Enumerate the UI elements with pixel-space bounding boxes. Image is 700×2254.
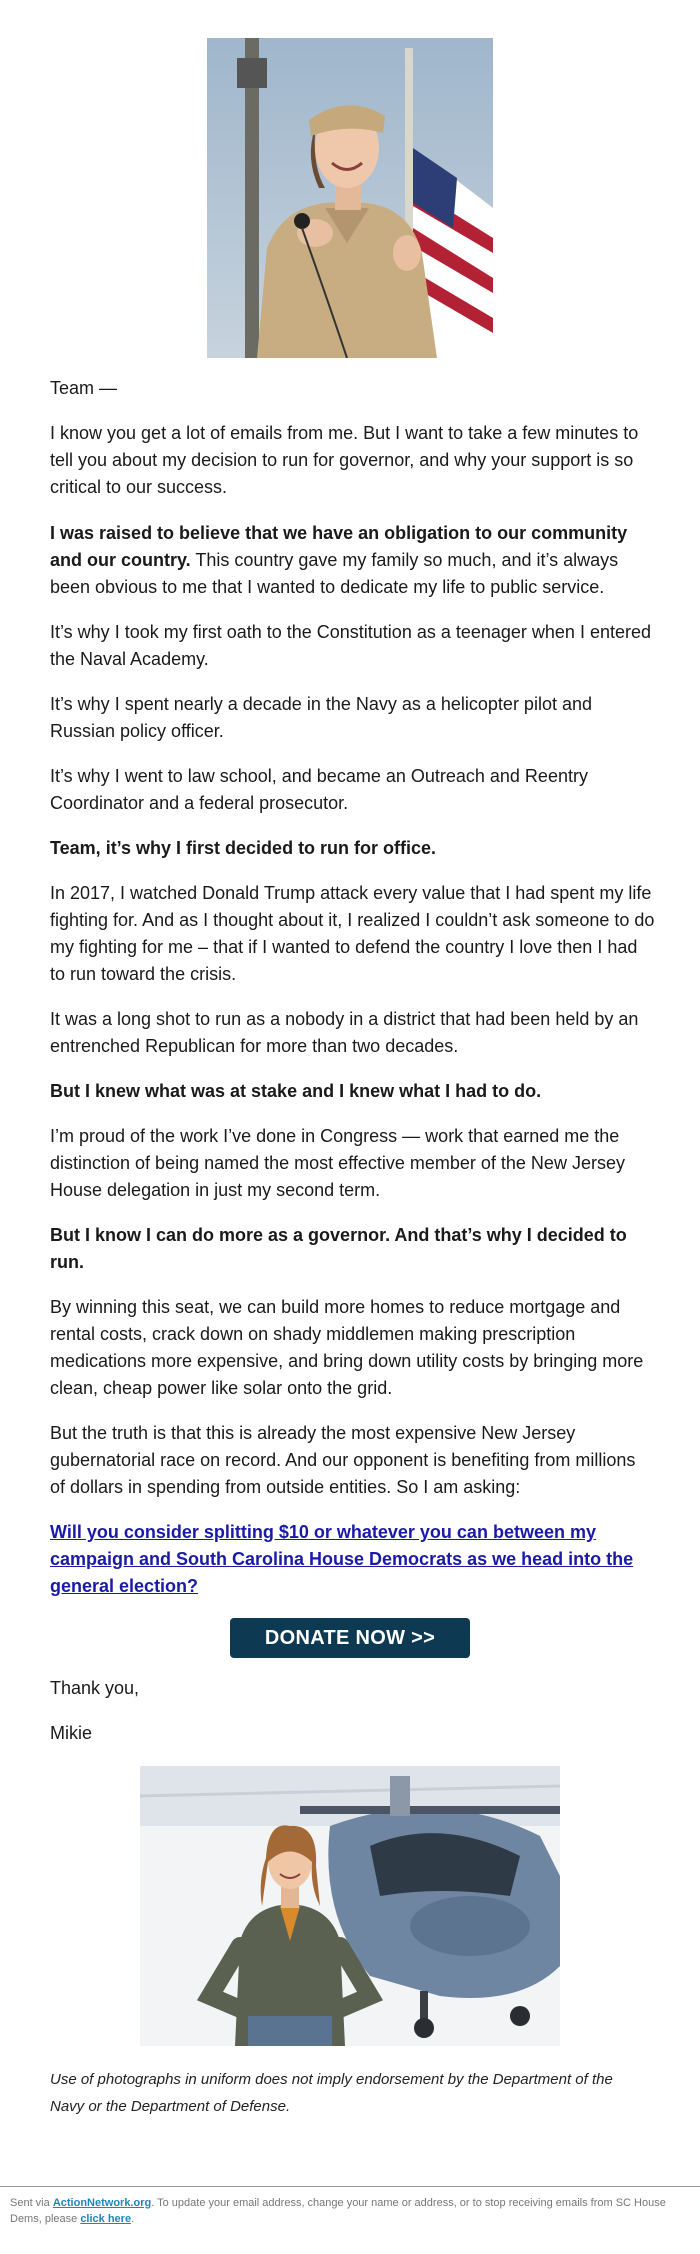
cta-paragraph xyxy=(50,1519,655,1600)
footer-text xyxy=(10,2195,680,2227)
footer-end: . xyxy=(131,2213,135,2225)
signoff: Thank you, xyxy=(50,1678,140,1698)
unsubscribe-link[interactable]: click here xyxy=(80,2213,132,2225)
donate-now-button[interactable]: DONATE NOW >> xyxy=(230,1618,470,1658)
uniform-disclaimer: Use of photographs in uniform does not imply endorsement by the Department of the Navy or the Department of Defense. xyxy=(50,2071,613,2115)
paragraph-winning: By winning this seat, we can build more homes to reduce mortgage and rental costs, crack down on shady middlemen making prescription medications more expensive, and bring down utility costs by bringing more clean, cheap power like solar onto the grid. xyxy=(50,1297,644,1398)
action-network-link[interactable]: ActionNetwork.org xyxy=(52,2197,152,2209)
footer-sent-via: Sent via xyxy=(10,2197,53,2209)
footer-divider xyxy=(0,2186,700,2187)
split-donation-link[interactable]: Will you consider splitting $10 or whatever you can between my campaign and South Carolina House Democrats as we head into the general election? xyxy=(50,1522,634,1596)
paragraph-oath: It’s why I took my first oath to the Constitution as a teenager when I entered the Naval Academy. xyxy=(50,622,651,669)
paragraph-expensive-race: But the truth is that this is already the most expensive New Jersey gubernatorial race on record. And our opponent is benefiting from millions of dollars in spending from outside entities. So I am asking: xyxy=(50,1423,636,1497)
paragraph-intro: I know you get a lot of emails from me. But I want to take a few minutes to tell you about my decision to run for governor, and why your support is so critical to our success. xyxy=(50,423,639,497)
greeting: Team — xyxy=(50,378,118,398)
paragraph-long-shot: It was a long shot to run as a nobody in a district that had been held by an entrenched Republican for more than two decades. xyxy=(50,1009,639,1056)
paragraph-2017: In 2017, I watched Donald Trump attack every value that I had spent my life fighting for. And as I thought about it, I realized I couldn’t ask someone to do my fighting for me – that if I wanted to defend the country I love then I had to run toward the crisis. xyxy=(50,883,655,984)
footer-middle: . To update your email address, change your name or address, or to stop receiving emails from SC House Dems, please xyxy=(10,2197,666,2225)
candidate-with-helicopter-photo xyxy=(140,1766,560,2046)
paragraph-navy: It’s why I spent nearly a decade in the Navy as a helicopter pilot and Russian policy officer. xyxy=(50,694,592,741)
paragraph-at-stake: But I knew what was at stake and I knew what I had to do. xyxy=(50,1081,542,1101)
paragraph-congress: I’m proud of the work I’ve done in Congress — work that earned me the distinction of being named the most effective member of the New Jersey House delegation in just my second term. xyxy=(50,1126,625,1200)
obligation-bold-text: I was raised to believe that we have an obligation to our community and our country. xyxy=(50,523,628,570)
obligation-rest-text: This country gave my family so much, and it’s always been obvious to me that I wanted to dedicate my life to public service. xyxy=(50,550,619,597)
paragraph-run-for-office: Team, it’s why I first decided to run for office. xyxy=(50,838,437,858)
signature: Mikie xyxy=(50,1723,93,1743)
candidate-in-naval-uniform-photo xyxy=(207,38,493,358)
paragraph-obligation xyxy=(50,520,655,601)
paragraph-law-school: It’s why I went to law school, and became an Outreach and Reentry Coordinator and a federal prosecutor. xyxy=(50,766,588,813)
paragraph-governor: But I know I can do more as a governor. And that’s why I decided to run. xyxy=(50,1225,627,1272)
